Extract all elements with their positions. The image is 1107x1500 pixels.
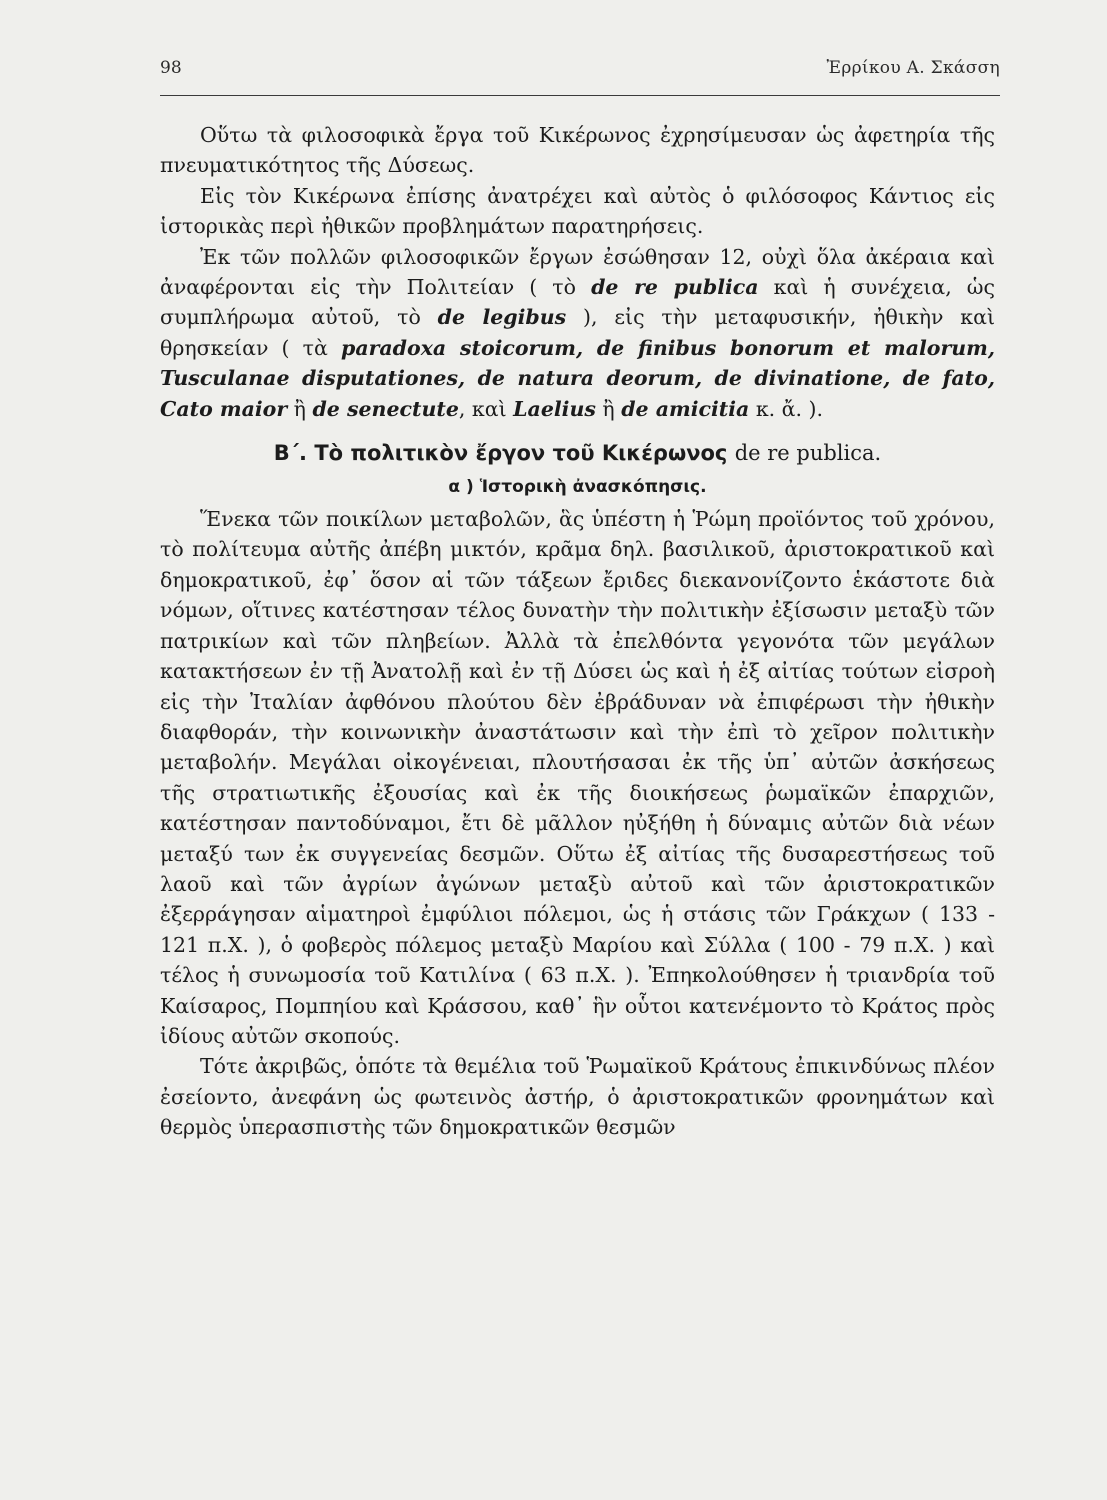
- header-rule: [160, 95, 1000, 96]
- paragraph-3: [160, 242, 995, 424]
- running-head: Ἐρρίκου Α. Σκάσση: [826, 58, 1000, 78]
- latin-title-de-amicitia: de amicitia: [621, 396, 750, 421]
- paragraph-3-text-6: ἢ: [595, 396, 622, 421]
- body-text: [160, 120, 995, 1143]
- paragraph-3-text-7: κ. ἄ. ).: [749, 396, 824, 421]
- latin-title-de-senectute: de senectute: [312, 396, 459, 421]
- paragraph-3-text-2: καὶ ἡ συνέχεια, ὡς συμπλήρωμα αὐτοῦ, τὸ: [160, 275, 995, 330]
- section-heading-b: [160, 438, 995, 468]
- latin-title-de-re-publica: de re publica: [591, 275, 759, 300]
- page-header: [160, 58, 1000, 90]
- paragraph-5: Τότε ἀκριβῶς, ὁπότε τὰ θεμέλια τοῦ Ῥωμαϊκοῦ Κράτους ἐπικινδύνως πλέον ἐσείοντο, ἀνεφάνη ὡς φωτεινὸς ἀστήρ, ὁ ἀριστοκρατικῶν φρονημάτων καὶ θερμὸς ὑπερασπιστὴς τῶν δημοκρατικῶν θεσμῶν: [160, 1054, 995, 1140]
- paragraph-3-text-4: ἢ: [287, 396, 313, 421]
- paragraph-3-text-1: Ἐκ τῶν πολλῶν φιλοσοφικῶν ἔργων ἐσώθησαν 12, οὐχὶ ὅλα ἀκέραια καὶ ἀναφέρονται εἰς τὴν Πολιτείαν ( τὸ: [160, 244, 995, 300]
- latin-title-list: paradoxa stoicorum, de finibus bonorum et malorum, Tusculanae disputationes, de natura deorum, de divinatione, de fato, Cato maior: [160, 335, 995, 421]
- subsection-heading-a: α ) Ἱστορικὴ ἀνασκόπησις.: [448, 477, 707, 498]
- paragraph-2: Εἰς τὸν Κικέρωνα ἐπίσης ἀνατρέχει καὶ αὐτὸς ὁ φιλόσοφος Κάντιος εἰς ἱστορικὰς περὶ ἠθικῶν προβλημάτων παρατηρήσεις.: [160, 183, 995, 239]
- paragraph-3-text-5: , καὶ: [458, 396, 514, 421]
- paragraph-4: Ἕνεκα τῶν ποικίλων μεταβολῶν, ἃς ὑπέστη ἡ Ῥώμη προϊόντος τοῦ χρόνου, τὸ πολίτευμα αὐτῆς ἀπέβη μικτόν, κρᾶμα δηλ. βασιλικοῦ, ἀριστοκρατικοῦ καὶ δημοκρατικοῦ, ἐφ᾽ ὅσον αἱ τῶν τάξεων ἔριδες διεκανονίζοντο ἑκάστοτε διὰ νόμων, οἵτινες κατέστησαν τέλος δυνατὴν τὴν πολιτικὴν ἐξίσωσιν μεταξὺ τῶν πατρικίων καὶ τῶν πληβείων. Ἀλλὰ τὰ ἐπελθόντα γεγονότα τῶν μεγάλων κατακτήσεων ἐν τῇ Ἀνατολῇ καὶ ἐν τῇ Δύσει ὡς καὶ ἡ ἐξ αἰτίας τούτων εἰσροὴ εἰς τὴν Ἰταλίαν ἀφθόνου πλούτου δὲν ἐβράδυναν νὰ ἐπιφέρωσι τὴν ἠθικὴν διαφθοράν, τὴν κοινωνικὴν ἀναστάτωσιν καὶ τὴν ἐπὶ τὸ χεῖρον πολιτικὴν μεταβολήν. Μεγάλαι οἰκογένειαι, πλουτήσασαι ἐκ τῆς ὑπ᾽ αὐτῶν ἀσκήσεως τῆς στρατιωτικῆς ἐξουσίας καὶ ἐκ τῆς διοικήσεως ῥωμαϊκῶν ἐπαρχιῶν, κατέστησαν παντοδύναμοι, ἔτι δὲ μᾶλλον ηὐξήθη ἡ δύναμις αὐτῶν διὰ νέων μεταξύ των ἐκ συγγενείας δεσμῶν. Οὕτω ἐξ αἰτίας τῆς δυσαρεστήσεως τοῦ λαοῦ καὶ τῶν ἀγρίων ἀγώνων μεταξὺ αὐτοῦ καὶ τῶν ἀριστοκρατικῶν ἐξερράγησαν αἱματηροὶ ἐμφύλιοι πόλεμοι, ὡς ἡ στάσις τῶν Γράκχων ( 133 - 121 π.Χ. ), ὁ φοβερὸς πόλεμος μεταξὺ Μαρίου καὶ Σύλλα ( 100 - 79 π.Χ. ) καὶ τέλος ἡ συνωμοσία τοῦ Κατιλίνα ( 63 π.Χ. ). Ἐπηκολούθησεν ἡ τριανδρία τοῦ Καίσαρος, Πομπηίου καὶ Κράσσου, καθ᾽ ἣν οὗτοι κατενέμοντο τὸ Κράτος πρὸς ἰδίους αὐτῶν σκοπούς.: [160, 507, 995, 1048]
- section-heading-b-greek: Β΄. Τὸ πολιτικὸν ἔργον τοῦ Κικέρωνος: [273, 441, 728, 466]
- section-heading-b-latin: de re publica.: [734, 441, 882, 466]
- latin-title-de-legibus: de legibus: [437, 305, 567, 330]
- page-number: 98: [160, 58, 182, 78]
- paragraph-1: Οὕτω τὰ φιλοσοφικὰ ἔργα τοῦ Κικέρωνος ἐχρησίμευσαν ὡς ἀφετηρία τῆς πνευματικότητος τῆς Δύσεως.: [160, 123, 995, 178]
- paragraph-3-text-3: ), εἰς τὴν μεταφυσικήν, ἠθικὴν καὶ θρησκείαν ( τὰ: [160, 305, 995, 360]
- latin-title-laelius: Laelius: [513, 396, 596, 421]
